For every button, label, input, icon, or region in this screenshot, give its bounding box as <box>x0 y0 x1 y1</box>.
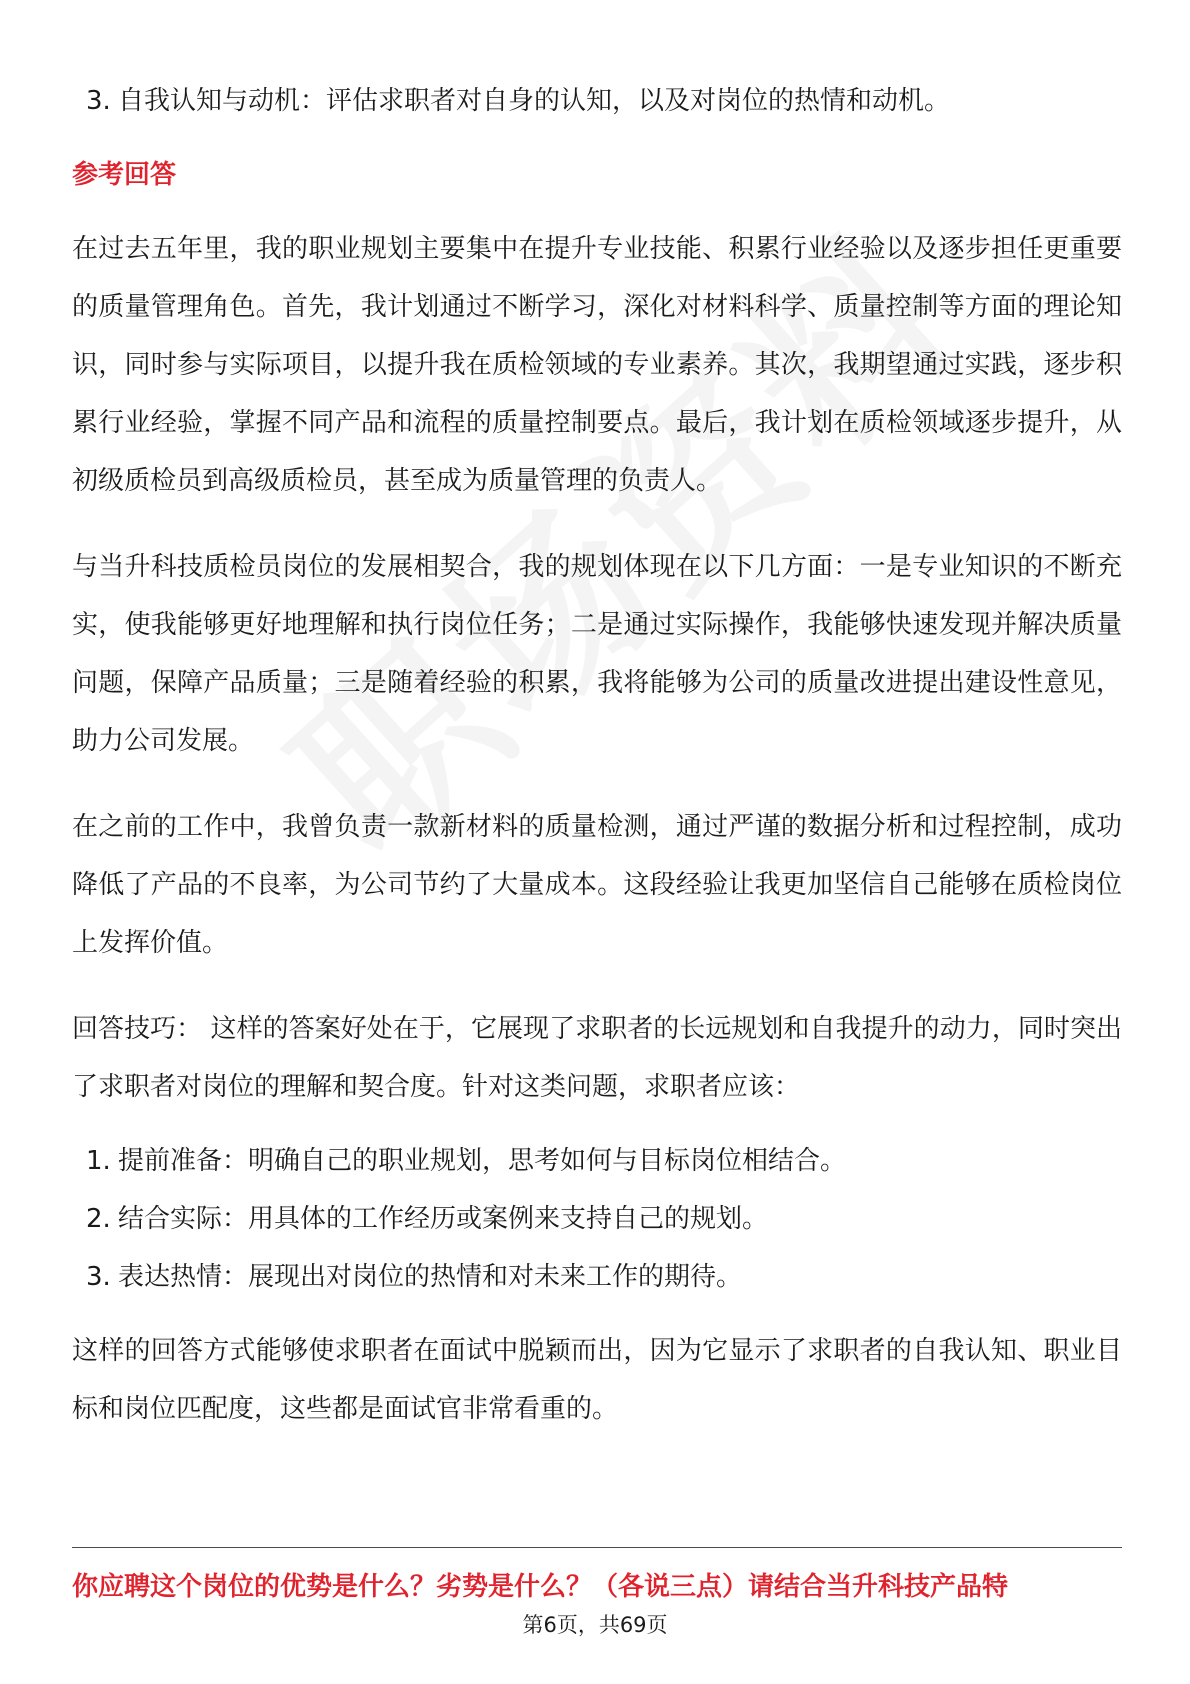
tips-list-item <box>72 1132 1122 1190</box>
paragraph-career-plan: 在过去五年里，我的职业规划主要集中在提升专业技能、积累行业经验以及逐步担任更重要的质量管理角色。首先，我计划通过不断学习，深化对材料科学、质量控制等方面的理论知识，同时参与实际项目，以提升我在质检领域的专业素养。其次，我期望通过实践，逐步积累行业经验，掌握不同产品和流程的质量控制要点。最后，我计划在质检领域逐步提升，从初级质检员到高级质检员，甚至成为质量管理的负责人。 <box>72 234 1122 496</box>
paragraph-answer-tips: 回答技巧： 这样的答案好处在于，它展现了求职者的长远规划和自我提升的动力，同时突出了求职者对岗位的理解和契合度。针对这类问题，求职者应该： <box>72 1014 1122 1102</box>
list-number: 3. <box>86 1262 111 1292</box>
list-number: 3. <box>86 86 111 116</box>
list-number: 1. <box>86 1146 111 1176</box>
paragraph-alignment: 与当升科技质检员岗位的发展相契合，我的规划体现在以下几方面：一是专业知识的不断充实，使我能够更好地理解和执行岗位任务；二是通过实际操作，我能够快速发现并解决质量问题，保障产品质量；三是随着经验的积累，我将能够为公司的质量改进提出建设性意见，助力公司发展。 <box>72 552 1122 756</box>
paragraph-experience: 在之前的工作中，我曾负责一款新材料的质量检测，通过严谨的数据分析和过程控制，成功降低了产品的不良率，为公司节约了大量成本。这段经验让我更加坚信自己能够在质检岗位上发挥价值。 <box>72 812 1122 958</box>
answer-heading: 参考回答 <box>72 160 177 190</box>
paragraph-closing: 这样的回答方式能够使求职者在面试中脱颖而出，因为它显示了求职者的自我认知、职业目标和岗位匹配度，这些都是面试官非常看重的。 <box>72 1336 1122 1424</box>
page-content <box>72 72 1122 1438</box>
tips-list-item <box>72 1190 1122 1248</box>
page-number: 第6页，共69页 <box>522 1613 668 1637</box>
list-text: 自我认知与动机：评估求职者对自身的认知，以及对岗位的热情和动机。 <box>118 86 951 116</box>
footer-divider <box>72 1547 1122 1548</box>
list-text: 结合实际：用具体的工作经历或案例来支持自己的规划。 <box>118 1204 769 1234</box>
list-text: 表达热情：展现出对岗位的热情和对未来工作的期待。 <box>118 1262 743 1292</box>
next-question-heading: 你应聘这个岗位的优势是什么？劣势是什么？（各说三点）请结合当升科技产品特 <box>72 1572 1009 1602</box>
tips-list-item <box>72 1248 1122 1306</box>
list-text: 提前准备：明确自己的职业规划，思考如何与目标岗位相结合。 <box>118 1146 847 1176</box>
list-item <box>72 72 1122 130</box>
list-number: 2. <box>86 1204 111 1234</box>
